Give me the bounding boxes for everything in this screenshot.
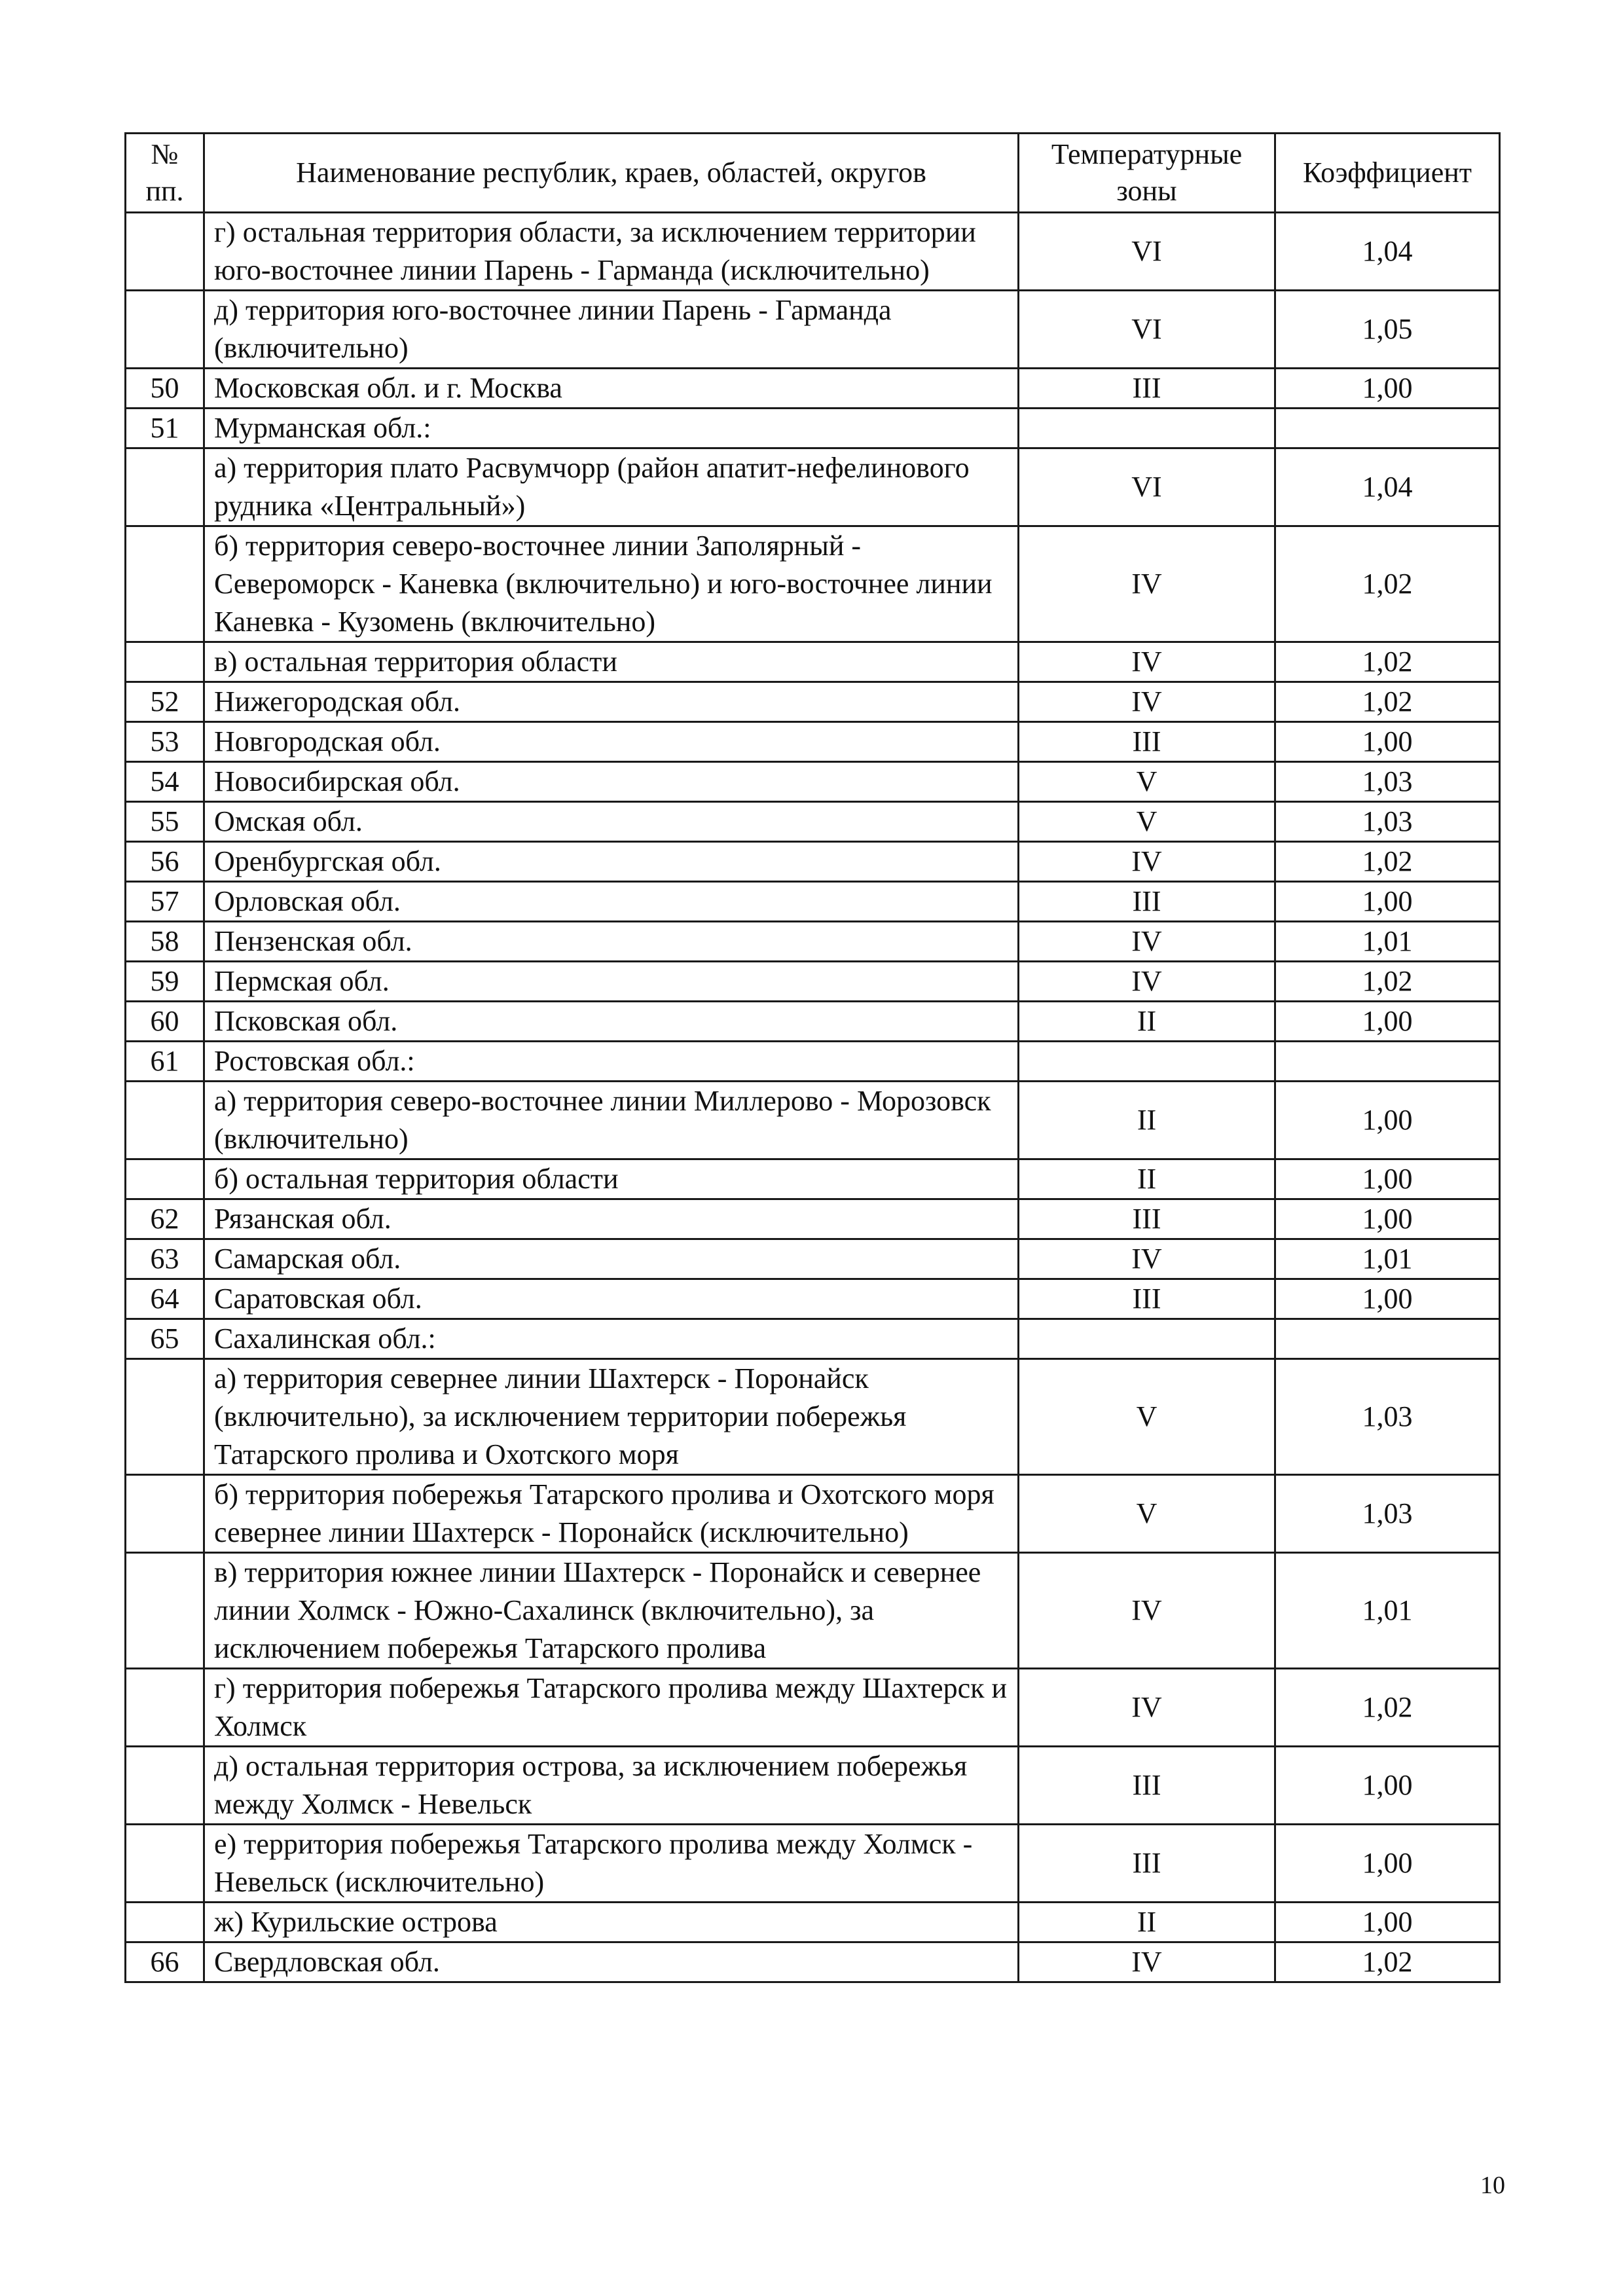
table-row [126, 1903, 1500, 1942]
row-number: 63 [126, 1239, 204, 1279]
temperature-zone: IV [1019, 642, 1275, 682]
table-row [126, 1825, 1500, 1903]
region-name: д) территория юго-восточнее линии Парень - Гарманда (включительно) [204, 291, 1019, 369]
table-row [126, 1942, 1500, 1982]
temperature-zone: IV [1019, 682, 1275, 722]
header-temperature-zone: Температурные зоны [1019, 134, 1275, 213]
table-row [126, 722, 1500, 762]
temperature-zone: VI [1019, 448, 1275, 526]
coefficient: 1,03 [1275, 762, 1500, 802]
temperature-zone: II [1019, 1903, 1275, 1942]
region-name: е) территория побережья Татарского пролива между Холмск - Невельск (исключительно) [204, 1825, 1019, 1903]
table-row [126, 1279, 1500, 1319]
coefficient: 1,00 [1275, 1199, 1500, 1239]
temperature-zone: IV [1019, 526, 1275, 642]
table-row [126, 1159, 1500, 1199]
coefficient: 1,02 [1275, 1942, 1500, 1982]
coefficient: 1,00 [1275, 369, 1500, 409]
region-name: Оренбургская обл. [204, 842, 1019, 882]
table-row [126, 1002, 1500, 1042]
table-row [126, 1319, 1500, 1359]
region-name: Рязанская обл. [204, 1199, 1019, 1239]
table-row [126, 409, 1500, 448]
coefficient: 1,04 [1275, 213, 1500, 291]
header-number: № пп. [126, 134, 204, 213]
page-number: 10 [1480, 2172, 1505, 2199]
coefficient: 1,03 [1275, 1475, 1500, 1553]
table-row [126, 291, 1500, 369]
table-row [126, 802, 1500, 842]
table-row [126, 682, 1500, 722]
table-row [126, 1359, 1500, 1475]
region-name: г) территория побережья Татарского пролива между Шахтерск и Холмск [204, 1669, 1019, 1747]
row-number: 57 [126, 882, 204, 922]
coefficient: 1,05 [1275, 291, 1500, 369]
region-name: Мурманская обл.: [204, 409, 1019, 448]
region-name: Новосибирская обл. [204, 762, 1019, 802]
table-row [126, 1199, 1500, 1239]
row-number [126, 213, 204, 291]
coefficient: 1,01 [1275, 1553, 1500, 1669]
coefficient: 1,04 [1275, 448, 1500, 526]
temperature-zone: V [1019, 762, 1275, 802]
coefficient: 1,00 [1275, 882, 1500, 922]
region-name: Нижегородская обл. [204, 682, 1019, 722]
coefficient: 1,00 [1275, 1903, 1500, 1942]
region-name: Сахалинская обл.: [204, 1319, 1019, 1359]
region-name: Орловская обл. [204, 882, 1019, 922]
row-number: 60 [126, 1002, 204, 1042]
region-name: а) территория северо-восточнее линии Миллерово - Морозовск (включительно) [204, 1082, 1019, 1159]
row-number: 53 [126, 722, 204, 762]
temperature-zone: IV [1019, 842, 1275, 882]
row-number [126, 526, 204, 642]
coefficient: 1,00 [1275, 722, 1500, 762]
table-row [126, 842, 1500, 882]
coefficient: 1,00 [1275, 1002, 1500, 1042]
header-coefficient: Коэффициент [1275, 134, 1500, 213]
temperature-zone: IV [1019, 1669, 1275, 1747]
row-number: 65 [126, 1319, 204, 1359]
temperature-zone: III [1019, 1279, 1275, 1319]
table-row [126, 1475, 1500, 1553]
temperature-zone: IV [1019, 922, 1275, 962]
region-name: б) территория северо-восточнее линии Заполярный - Североморск - Каневка (включительно) и юго-восточнее линии Каневка - Кузомень (включительно) [204, 526, 1019, 642]
row-number: 52 [126, 682, 204, 722]
coefficient: 1,00 [1275, 1082, 1500, 1159]
coefficient: 1,02 [1275, 962, 1500, 1002]
temperature-zone: III [1019, 1747, 1275, 1825]
temperature-zone: IV [1019, 1942, 1275, 1982]
coefficient: 1,01 [1275, 1239, 1500, 1279]
region-name: Самарская обл. [204, 1239, 1019, 1279]
region-name: Пермская обл. [204, 962, 1019, 1002]
coefficient: 1,02 [1275, 642, 1500, 682]
temperature-zone: II [1019, 1002, 1275, 1042]
region-name: ж) Курильские острова [204, 1903, 1019, 1942]
temperature-zone: V [1019, 1475, 1275, 1553]
table-row [126, 526, 1500, 642]
table-row [126, 1669, 1500, 1747]
temperature-zone: II [1019, 1082, 1275, 1159]
table-row [126, 1553, 1500, 1669]
row-number [126, 1159, 204, 1199]
coefficient [1275, 409, 1500, 448]
row-number [126, 448, 204, 526]
table-row [126, 448, 1500, 526]
row-number [126, 1475, 204, 1553]
row-number [126, 642, 204, 682]
coefficient: 1,01 [1275, 922, 1500, 962]
table-header-row [126, 134, 1500, 213]
row-number [126, 291, 204, 369]
row-number [126, 1359, 204, 1475]
region-name: Новгородская обл. [204, 722, 1019, 762]
coefficient: 1,03 [1275, 802, 1500, 842]
table-row [126, 1042, 1500, 1082]
region-name: Ростовская обл.: [204, 1042, 1019, 1082]
row-number: 61 [126, 1042, 204, 1082]
coefficient [1275, 1042, 1500, 1082]
table-row [126, 922, 1500, 962]
table-row [126, 1747, 1500, 1825]
table-row [126, 762, 1500, 802]
temperature-zone: III [1019, 1199, 1275, 1239]
coefficient: 1,02 [1275, 682, 1500, 722]
coefficient: 1,00 [1275, 1825, 1500, 1903]
row-number: 55 [126, 802, 204, 842]
table-row [126, 642, 1500, 682]
coefficient: 1,00 [1275, 1159, 1500, 1199]
region-name: Омская обл. [204, 802, 1019, 842]
table-row [126, 1239, 1500, 1279]
row-number: 62 [126, 1199, 204, 1239]
row-number: 64 [126, 1279, 204, 1319]
table-row [126, 213, 1500, 291]
temperature-zone: V [1019, 1359, 1275, 1475]
temperature-zone: V [1019, 802, 1275, 842]
row-number: 54 [126, 762, 204, 802]
coefficient [1275, 1319, 1500, 1359]
row-number [126, 1747, 204, 1825]
row-number [126, 1903, 204, 1942]
row-number: 56 [126, 842, 204, 882]
row-number: 66 [126, 1942, 204, 1982]
table-row [126, 1082, 1500, 1159]
coefficient: 1,02 [1275, 1669, 1500, 1747]
coefficient: 1,02 [1275, 842, 1500, 882]
temperature-zone: III [1019, 369, 1275, 409]
temperature-zone: VI [1019, 213, 1275, 291]
region-name: Псковская обл. [204, 1002, 1019, 1042]
region-name: Московская обл. и г. Москва [204, 369, 1019, 409]
row-number: 59 [126, 962, 204, 1002]
temperature-zones-table [124, 132, 1501, 1983]
temperature-zone: III [1019, 722, 1275, 762]
table-row [126, 882, 1500, 922]
region-name: Саратовская обл. [204, 1279, 1019, 1319]
temperature-zone: IV [1019, 1553, 1275, 1669]
temperature-zone: II [1019, 1159, 1275, 1199]
temperature-zone: III [1019, 1825, 1275, 1903]
temperature-zone: III [1019, 882, 1275, 922]
region-name: в) территория южнее линии Шахтерск - Поронайск и севернее линии Холмск - Южно-Сахалинск (включительно), за исключением побережья Татарского пролива [204, 1553, 1019, 1669]
temperature-zone: IV [1019, 962, 1275, 1002]
region-name: а) территория плато Расвумчорр (район апатит-нефелинового рудника «Центральный») [204, 448, 1019, 526]
row-number [126, 1669, 204, 1747]
row-number: 58 [126, 922, 204, 962]
region-name: а) территория севернее линии Шахтерск - Поронайск (включительно), за исключением территории побережья Татарского пролива и Охотского моря [204, 1359, 1019, 1475]
table-row [126, 369, 1500, 409]
coefficient: 1,00 [1275, 1747, 1500, 1825]
temperature-zone [1019, 409, 1275, 448]
coefficient: 1,00 [1275, 1279, 1500, 1319]
row-number [126, 1825, 204, 1903]
region-name: Пензенская обл. [204, 922, 1019, 962]
region-name: б) остальная территория области [204, 1159, 1019, 1199]
temperature-zone [1019, 1319, 1275, 1359]
temperature-zone: VI [1019, 291, 1275, 369]
row-number [126, 1082, 204, 1159]
coefficient: 1,03 [1275, 1359, 1500, 1475]
table-row [126, 962, 1500, 1002]
region-name: Свердловская обл. [204, 1942, 1019, 1982]
region-name: д) остальная территория острова, за исключением побережья между Холмск - Невельск [204, 1747, 1019, 1825]
region-name: б) территория побережья Татарского пролива и Охотского моря севернее линии Шахтерск - Поронайск (исключительно) [204, 1475, 1019, 1553]
header-region-name: Наименование республик, краев, областей, округов [204, 134, 1019, 213]
region-name: в) остальная территория области [204, 642, 1019, 682]
temperature-zone: IV [1019, 1239, 1275, 1279]
coefficient: 1,02 [1275, 526, 1500, 642]
row-number [126, 1553, 204, 1669]
region-name: г) остальная территория области, за исключением территории юго-восточнее линии Парень - Гарманда (исключительно) [204, 213, 1019, 291]
row-number: 51 [126, 409, 204, 448]
row-number: 50 [126, 369, 204, 409]
table-body [126, 213, 1500, 1982]
temperature-zone [1019, 1042, 1275, 1082]
